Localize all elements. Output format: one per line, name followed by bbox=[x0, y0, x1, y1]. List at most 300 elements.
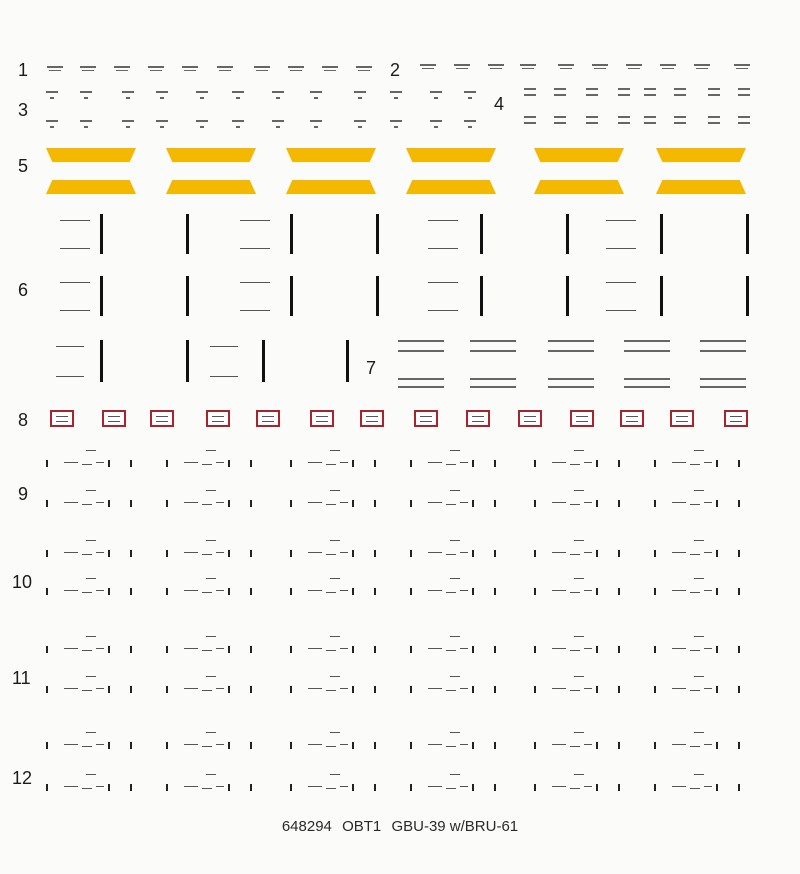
black-bar-decal bbox=[186, 214, 189, 254]
small-text-decal bbox=[206, 450, 216, 451]
row3-stencil bbox=[434, 97, 438, 99]
small-text-decal bbox=[704, 502, 712, 503]
small-text-decal bbox=[60, 310, 90, 311]
small-text-decal bbox=[450, 450, 460, 451]
small-text-decal bbox=[82, 650, 92, 651]
tick-mark bbox=[290, 500, 292, 507]
row2-stencil bbox=[558, 64, 574, 66]
small-text-decal bbox=[552, 648, 566, 649]
tick-mark bbox=[738, 784, 740, 791]
tick-mark bbox=[166, 460, 168, 467]
row4-stencil bbox=[738, 94, 750, 96]
small-text-decal bbox=[240, 310, 270, 311]
red-boxed-decal bbox=[724, 410, 748, 427]
small-text-decal bbox=[552, 552, 566, 553]
black-bar-decal bbox=[480, 214, 483, 254]
small-text-decal bbox=[216, 688, 224, 689]
red-boxed-decal bbox=[620, 410, 644, 427]
row1-stencil bbox=[217, 66, 233, 68]
small-text-decal bbox=[56, 346, 84, 347]
tick-mark bbox=[410, 550, 412, 557]
row3-stencil bbox=[390, 120, 402, 122]
small-text-decal bbox=[428, 220, 458, 221]
small-text-decal bbox=[690, 650, 700, 651]
tick-mark bbox=[250, 460, 252, 467]
small-text-decal bbox=[584, 786, 592, 787]
row4-stencil bbox=[738, 122, 750, 124]
tick-mark bbox=[166, 588, 168, 595]
tick-mark bbox=[250, 742, 252, 749]
row7-stencil bbox=[398, 350, 444, 352]
tick-mark bbox=[654, 646, 656, 653]
row4-stencil bbox=[738, 88, 750, 90]
small-text-decal bbox=[694, 676, 704, 677]
small-text-decal bbox=[326, 554, 336, 555]
small-text-decal bbox=[86, 540, 96, 541]
tick-mark bbox=[654, 460, 656, 467]
row7-stencil bbox=[470, 386, 516, 388]
row3-stencil bbox=[200, 126, 204, 128]
row1-stencil bbox=[288, 66, 304, 68]
row1-stencil bbox=[182, 66, 198, 68]
small-text-decal bbox=[82, 788, 92, 789]
small-text-decal bbox=[428, 502, 442, 503]
small-text-decal bbox=[672, 502, 686, 503]
small-text-decal bbox=[460, 688, 468, 689]
tick-mark bbox=[534, 646, 536, 653]
tick-mark bbox=[534, 550, 536, 557]
row7-stencil bbox=[398, 340, 444, 342]
small-text-decal bbox=[704, 462, 712, 463]
row-label-9: 9 bbox=[18, 484, 29, 504]
row2-stencil bbox=[662, 68, 674, 69]
small-text-decal bbox=[82, 746, 92, 747]
small-text-decal bbox=[206, 676, 216, 677]
tick-mark bbox=[618, 460, 620, 467]
row3-stencil bbox=[354, 120, 366, 122]
row4-stencil bbox=[644, 94, 656, 96]
tick-mark bbox=[494, 460, 496, 467]
tick-mark bbox=[290, 742, 292, 749]
tick-mark bbox=[494, 742, 496, 749]
row2-stencil bbox=[736, 68, 748, 69]
tick-mark bbox=[716, 686, 718, 693]
tick-mark bbox=[618, 500, 620, 507]
row-label-4: 4 bbox=[494, 94, 505, 114]
tick-mark bbox=[166, 686, 168, 693]
row3-stencil bbox=[434, 126, 438, 128]
yellow-band-stripe bbox=[286, 148, 376, 162]
small-text-decal bbox=[86, 732, 96, 733]
tick-mark bbox=[228, 742, 230, 749]
small-text-decal bbox=[584, 552, 592, 553]
row3-stencil bbox=[160, 126, 164, 128]
row4-stencil bbox=[618, 94, 630, 96]
small-text-decal bbox=[202, 690, 212, 691]
small-text-decal bbox=[86, 578, 96, 579]
small-text-decal bbox=[428, 462, 442, 463]
row3-stencil bbox=[314, 97, 318, 99]
small-text-decal bbox=[690, 746, 700, 747]
tick-mark bbox=[130, 500, 132, 507]
row7-stencil bbox=[700, 350, 746, 352]
row3-stencil bbox=[80, 120, 92, 122]
small-text-decal bbox=[584, 502, 592, 503]
row1-stencil bbox=[184, 70, 196, 71]
tick-mark bbox=[228, 588, 230, 595]
tick-mark bbox=[108, 550, 110, 557]
row4-stencil bbox=[586, 122, 598, 124]
row-label-5: 5 bbox=[18, 156, 29, 176]
tick-mark bbox=[472, 550, 474, 557]
row3-stencil bbox=[276, 126, 280, 128]
tick-mark bbox=[228, 550, 230, 557]
small-text-decal bbox=[64, 786, 78, 787]
small-text-decal bbox=[86, 636, 96, 637]
tick-mark bbox=[352, 686, 354, 693]
tick-mark bbox=[108, 686, 110, 693]
small-text-decal bbox=[202, 554, 212, 555]
small-text-decal bbox=[82, 464, 92, 465]
tick-mark bbox=[654, 588, 656, 595]
red-boxed-decal bbox=[414, 410, 438, 427]
small-text-decal bbox=[704, 552, 712, 553]
small-text-decal bbox=[672, 648, 686, 649]
tick-mark bbox=[472, 742, 474, 749]
small-text-decal bbox=[308, 648, 322, 649]
tick-mark bbox=[716, 646, 718, 653]
row3-stencil bbox=[468, 97, 472, 99]
small-text-decal bbox=[64, 502, 78, 503]
row2-stencil bbox=[694, 64, 710, 66]
row3-stencil bbox=[196, 91, 208, 93]
small-text-decal bbox=[694, 540, 704, 541]
tick-mark bbox=[596, 646, 598, 653]
row4-stencil bbox=[524, 116, 536, 118]
row3-stencil bbox=[122, 91, 134, 93]
row2-stencil bbox=[696, 68, 708, 69]
tick-mark bbox=[130, 742, 132, 749]
tick-mark bbox=[618, 742, 620, 749]
row3-stencil bbox=[156, 91, 168, 93]
tick-mark bbox=[410, 500, 412, 507]
tick-mark bbox=[618, 646, 620, 653]
tick-mark bbox=[290, 588, 292, 595]
tick-mark bbox=[716, 742, 718, 749]
row3-stencil bbox=[200, 97, 204, 99]
row4-stencil bbox=[524, 122, 536, 124]
row1-stencil bbox=[219, 70, 231, 71]
small-text-decal bbox=[308, 462, 322, 463]
row3-stencil bbox=[394, 126, 398, 128]
row3-stencil bbox=[358, 126, 362, 128]
black-bar-decal bbox=[480, 276, 483, 316]
tick-mark bbox=[738, 550, 740, 557]
row4-stencil bbox=[708, 122, 720, 124]
small-text-decal bbox=[240, 248, 270, 249]
tick-mark bbox=[374, 646, 376, 653]
small-text-decal bbox=[202, 746, 212, 747]
row2-stencil bbox=[660, 64, 676, 66]
tick-mark bbox=[472, 500, 474, 507]
tick-mark bbox=[410, 686, 412, 693]
tick-mark bbox=[46, 550, 48, 557]
tick-mark bbox=[738, 460, 740, 467]
row1-stencil bbox=[290, 70, 302, 71]
row4-stencil bbox=[708, 116, 720, 118]
tick-mark bbox=[472, 588, 474, 595]
small-text-decal bbox=[428, 688, 442, 689]
row4-stencil bbox=[618, 88, 630, 90]
small-text-decal bbox=[606, 248, 636, 249]
small-text-decal bbox=[570, 592, 580, 593]
row7-stencil bbox=[548, 340, 594, 342]
small-text-decal bbox=[552, 462, 566, 463]
row7-stencil bbox=[624, 386, 670, 388]
tick-mark bbox=[130, 550, 132, 557]
small-text-decal bbox=[330, 578, 340, 579]
tick-mark bbox=[108, 646, 110, 653]
row4-stencil bbox=[554, 116, 566, 118]
small-text-decal bbox=[60, 220, 90, 221]
black-bar-decal bbox=[660, 276, 663, 316]
red-boxed-decal bbox=[518, 410, 542, 427]
small-text-decal bbox=[446, 592, 456, 593]
small-text-decal bbox=[64, 744, 78, 745]
black-bar-decal bbox=[100, 340, 103, 382]
small-text-decal bbox=[326, 746, 336, 747]
small-text-decal bbox=[694, 578, 704, 579]
small-text-decal bbox=[308, 590, 322, 591]
tick-mark bbox=[596, 500, 598, 507]
small-text-decal bbox=[690, 464, 700, 465]
small-text-decal bbox=[308, 744, 322, 745]
tick-mark bbox=[596, 460, 598, 467]
row1-stencil bbox=[322, 66, 338, 68]
small-text-decal bbox=[574, 636, 584, 637]
small-text-decal bbox=[184, 462, 198, 463]
small-text-decal bbox=[202, 464, 212, 465]
tick-mark bbox=[410, 742, 412, 749]
row3-stencil bbox=[46, 91, 58, 93]
tick-mark bbox=[596, 784, 598, 791]
small-text-decal bbox=[446, 746, 456, 747]
small-text-decal bbox=[704, 648, 712, 649]
row2-stencil bbox=[456, 68, 468, 69]
row3-stencil bbox=[272, 91, 284, 93]
small-text-decal bbox=[64, 462, 78, 463]
small-text-decal bbox=[184, 688, 198, 689]
row1-stencil bbox=[150, 70, 162, 71]
row-label-10: 10 bbox=[12, 572, 33, 592]
tick-mark bbox=[654, 742, 656, 749]
row3-stencil bbox=[126, 126, 130, 128]
tick-mark bbox=[228, 784, 230, 791]
small-text-decal bbox=[86, 774, 96, 775]
red-boxed-decal bbox=[102, 410, 126, 427]
black-bar-decal bbox=[660, 214, 663, 254]
tick-mark bbox=[494, 550, 496, 557]
row1-stencil bbox=[47, 66, 63, 68]
black-bar-decal bbox=[186, 276, 189, 316]
small-text-decal bbox=[552, 502, 566, 503]
black-bar-decal bbox=[346, 340, 349, 382]
tick-mark bbox=[228, 686, 230, 693]
small-text-decal bbox=[330, 490, 340, 491]
small-text-decal bbox=[450, 636, 460, 637]
small-text-decal bbox=[206, 732, 216, 733]
row1-stencil bbox=[358, 70, 370, 71]
row3-stencil bbox=[310, 120, 322, 122]
small-text-decal bbox=[690, 788, 700, 789]
tick-mark bbox=[374, 550, 376, 557]
small-text-decal bbox=[450, 490, 460, 491]
small-text-decal bbox=[60, 248, 90, 249]
sheet-caption bbox=[0, 818, 800, 835]
tick-mark bbox=[166, 550, 168, 557]
tick-mark bbox=[108, 500, 110, 507]
tick-mark bbox=[130, 646, 132, 653]
black-bar-decal bbox=[290, 214, 293, 254]
small-text-decal bbox=[82, 690, 92, 691]
small-text-decal bbox=[56, 376, 84, 377]
small-text-decal bbox=[570, 788, 580, 789]
small-text-decal bbox=[202, 650, 212, 651]
row2-stencil bbox=[560, 68, 572, 69]
tick-mark bbox=[290, 646, 292, 653]
small-text-decal bbox=[308, 688, 322, 689]
row4-stencil bbox=[708, 94, 720, 96]
small-text-decal bbox=[96, 744, 104, 745]
yellow-band-stripe bbox=[166, 148, 256, 162]
small-text-decal bbox=[570, 746, 580, 747]
small-text-decal bbox=[86, 450, 96, 451]
small-text-decal bbox=[86, 490, 96, 491]
red-boxed-decal bbox=[310, 410, 334, 427]
small-text-decal bbox=[574, 578, 584, 579]
tick-mark bbox=[534, 460, 536, 467]
row7-stencil bbox=[398, 378, 444, 380]
small-text-decal bbox=[574, 490, 584, 491]
tick-mark bbox=[534, 588, 536, 595]
small-text-decal bbox=[428, 310, 458, 311]
row3-stencil bbox=[232, 120, 244, 122]
small-text-decal bbox=[96, 688, 104, 689]
small-text-decal bbox=[216, 552, 224, 553]
small-text-decal bbox=[326, 690, 336, 691]
small-text-decal bbox=[570, 554, 580, 555]
small-text-decal bbox=[96, 786, 104, 787]
row1-stencil bbox=[254, 66, 270, 68]
row1-stencil bbox=[49, 70, 61, 71]
small-text-decal bbox=[672, 590, 686, 591]
row4-stencil bbox=[586, 94, 598, 96]
small-text-decal bbox=[330, 676, 340, 677]
row3-stencil bbox=[430, 120, 442, 122]
small-text-decal bbox=[340, 552, 348, 553]
tick-mark bbox=[250, 588, 252, 595]
tick-mark bbox=[472, 686, 474, 693]
small-text-decal bbox=[446, 788, 456, 789]
tick-mark bbox=[166, 742, 168, 749]
row4-stencil bbox=[554, 94, 566, 96]
tick-mark bbox=[352, 588, 354, 595]
tick-mark bbox=[130, 784, 132, 791]
black-bar-decal bbox=[566, 276, 569, 316]
tick-mark bbox=[374, 588, 376, 595]
small-text-decal bbox=[584, 590, 592, 591]
small-text-decal bbox=[428, 786, 442, 787]
tick-mark bbox=[738, 588, 740, 595]
tick-mark bbox=[410, 784, 412, 791]
small-text-decal bbox=[584, 648, 592, 649]
row-label-1: 1 bbox=[18, 60, 29, 80]
small-text-decal bbox=[460, 786, 468, 787]
small-text-decal bbox=[450, 732, 460, 733]
small-text-decal bbox=[340, 648, 348, 649]
tick-mark bbox=[494, 588, 496, 595]
small-text-decal bbox=[206, 490, 216, 491]
tick-mark bbox=[738, 686, 740, 693]
small-text-decal bbox=[428, 282, 458, 283]
small-text-decal bbox=[704, 688, 712, 689]
row2-stencil bbox=[592, 64, 608, 66]
tick-mark bbox=[250, 646, 252, 653]
small-text-decal bbox=[606, 310, 636, 311]
tick-mark bbox=[130, 460, 132, 467]
row-label-8: 8 bbox=[18, 410, 29, 430]
row3-stencil bbox=[50, 126, 54, 128]
small-text-decal bbox=[184, 590, 198, 591]
small-text-decal bbox=[460, 502, 468, 503]
tick-mark bbox=[596, 742, 598, 749]
tick-mark bbox=[290, 460, 292, 467]
black-bar-decal bbox=[746, 276, 749, 316]
tick-mark bbox=[596, 550, 598, 557]
tick-mark bbox=[46, 742, 48, 749]
row3-stencil bbox=[160, 97, 164, 99]
small-text-decal bbox=[672, 552, 686, 553]
tick-mark bbox=[534, 742, 536, 749]
small-text-decal bbox=[340, 786, 348, 787]
small-text-decal bbox=[184, 648, 198, 649]
small-text-decal bbox=[428, 648, 442, 649]
row-label-7: 7 bbox=[366, 358, 377, 378]
tick-mark bbox=[250, 784, 252, 791]
row3-stencil bbox=[236, 97, 240, 99]
tick-mark bbox=[374, 784, 376, 791]
row4-stencil bbox=[586, 88, 598, 90]
small-text-decal bbox=[690, 504, 700, 505]
small-text-decal bbox=[308, 786, 322, 787]
small-text-decal bbox=[428, 552, 442, 553]
small-text-decal bbox=[206, 540, 216, 541]
small-text-decal bbox=[694, 636, 704, 637]
small-text-decal bbox=[574, 732, 584, 733]
small-text-decal bbox=[340, 688, 348, 689]
row1-stencil bbox=[80, 66, 96, 68]
small-text-decal bbox=[606, 220, 636, 221]
tick-mark bbox=[738, 500, 740, 507]
row7-stencil bbox=[624, 340, 670, 342]
small-text-decal bbox=[340, 590, 348, 591]
tick-mark bbox=[374, 742, 376, 749]
small-text-decal bbox=[450, 540, 460, 541]
tick-mark bbox=[472, 784, 474, 791]
tick-mark bbox=[618, 784, 620, 791]
row3-stencil bbox=[46, 120, 58, 122]
red-boxed-decal bbox=[466, 410, 490, 427]
